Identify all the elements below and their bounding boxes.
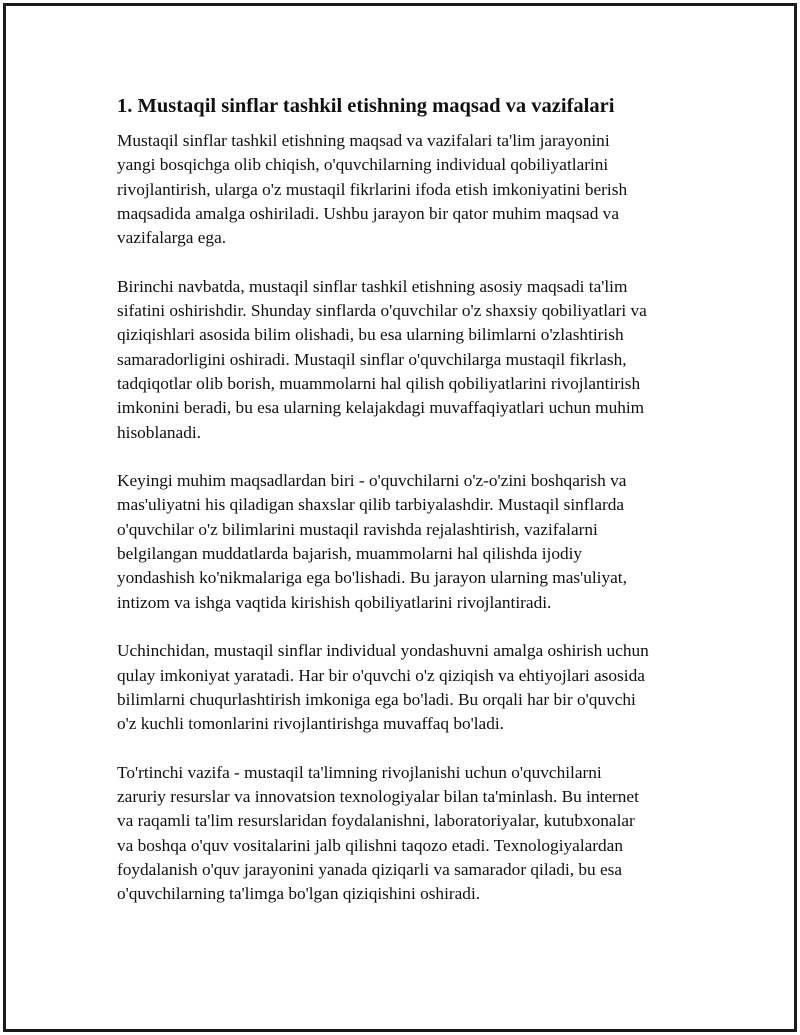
text-line: Birinchi navbatda, mustaqil sinflar tashkil etishning asosiy maqsadi ta'lim — [117, 276, 628, 296]
text-line: samaradorligini oshiradi. Mustaqil sinflar o'quvchilarga mustaqil fikrlash, — [117, 349, 627, 369]
text-line: intizom va ishga vaqtida kirishish qobiliyatlarini rivojlantiradi. — [117, 592, 552, 612]
text-line: imkonini beradi, bu esa ularning kelajakdagi muvaffaqiyatlari uchun muhim — [117, 398, 645, 418]
paragraph-1 — [117, 129, 697, 250]
text-line: va boshqa o'quv vositalarini jalb qilishni taqozo etadi. Texnologiyalardan — [117, 835, 623, 855]
text-line: hisoblanadi. — [117, 422, 201, 442]
text-line: mas'uliyatni his qiladigan shaxslar qilib tarbiyalashdir. Mustaqil sinflarda — [117, 495, 625, 515]
text-line: va raqamli ta'lim resurslaridan foydalanishni, laboratoriyalar, kutubxonalar — [117, 811, 635, 831]
text-line: o'quvchilarning ta'limga bo'lgan qiziqishini oshiradi. — [117, 884, 481, 904]
text-line: Keyingi muhim maqsadlardan biri - o'quvchilarni o'z-o'zini boshqarish va — [117, 471, 627, 491]
text-line: rivojlantirish, ularga o'z mustaqil fikrlarini ifoda etish imkoniyatini berish — [117, 179, 628, 199]
text-line: Mustaqil sinflar tashkil etishning maqsad va vazifalari ta'lim jarayonini — [117, 131, 610, 150]
text-line: vazifalarga ega. — [117, 228, 227, 248]
text-line: foydalanish o'quv jarayonini yanada qiziqarli va samarador qiladi, bu esa — [117, 859, 623, 879]
paragraph-5 — [117, 761, 697, 907]
text-line: belgilangan muddatlarda bajarish, muammolarni hal qilishda ijodiy — [117, 544, 583, 564]
document-title: 1. Mustaqil sinflar tashkil etishning maqsad va vazifalari — [117, 95, 615, 117]
paragraph-2 — [117, 275, 697, 445]
text-line: sifatini oshirishdir. Shunday sinflarda o'quvchilar o'z shaxsiy qobiliyatlari va — [117, 301, 647, 321]
paragraph-4 — [117, 639, 697, 736]
text-line: maqsadida amalga oshiriladi. Ushbu jarayon bir qator muhim maqsad va — [117, 203, 619, 223]
text-line: yondashish ko'nikmalariga ega bo'lishadi. Bu jarayon ularning mas'uliyat, — [117, 568, 627, 588]
text-line: Uchinchidan, mustaqil sinflar individual yondashuvni amalga oshirish uchun — [117, 641, 649, 661]
text-line: To'rtinchi vazifa - mustaqil ta'limning rivojlanishi uchun o'quvchilarni — [117, 762, 602, 782]
text-line: tadqiqotlar olib borish, muammolarni hal qilish qobiliyatlarini rivojlantirish — [117, 373, 641, 393]
text-line: o'z kuchli tomonlarini rivojlantirishga muvaffaq bo'ladi. — [117, 714, 504, 734]
document-body — [117, 92, 697, 931]
text-line: bilimlarni chuqurlashtirish imkoniga ega bo'ladi. Bu orqali har bir o'quvchi — [117, 689, 636, 709]
paragraph-3 — [117, 469, 697, 615]
text-line: qulay imkoniyat yaratadi. Har bir o'quvchi o'z qiziqish va ehtiyojlari asosida — [117, 665, 645, 685]
text-line: o'quvchilar o'z bilimlarini mustaqil ravishda rejalashtirish, vazifalarni — [117, 519, 598, 539]
text-line: yangi bosqichga olib chiqish, o'quvchilarning individual qobiliyatlarini — [117, 155, 609, 175]
text-line: zaruriy resurslar va innovatsion texnologiyalar bilan ta'minlash. Bu internet — [117, 787, 639, 807]
text-line: qiziqishlari asosida bilim olishadi, bu esa ularning bilimlarni o'zlashtirish — [117, 325, 624, 345]
